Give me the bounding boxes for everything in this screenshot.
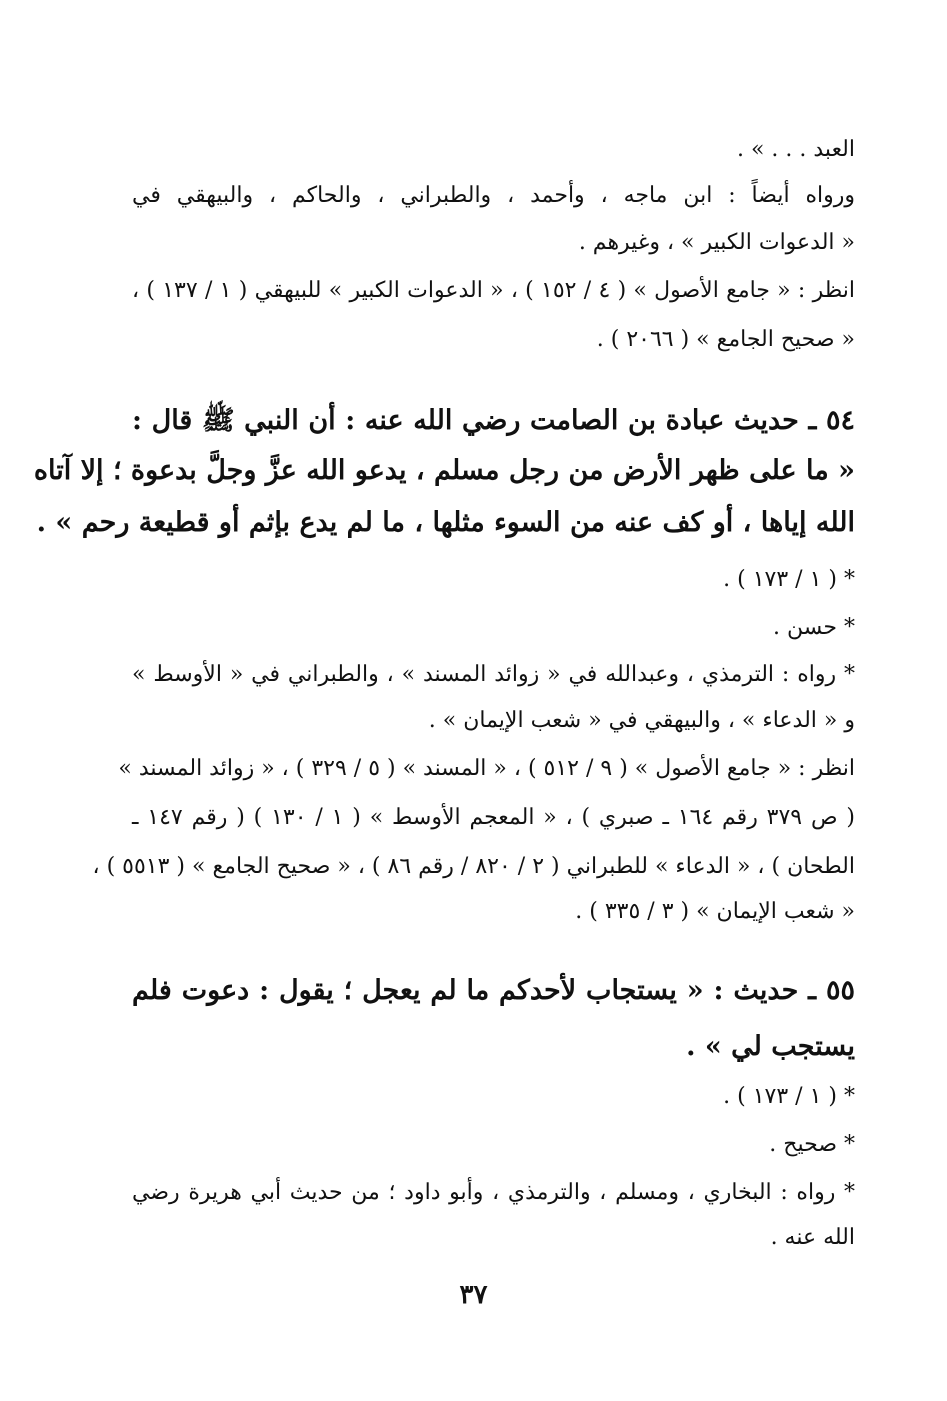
grade-line: * حسن . <box>773 615 855 640</box>
text-line: « صحيح الجامع » ( ٢٠٦٦ ) . <box>596 327 855 352</box>
text-line: ورواه أيضاً : ابن ماجه ، وأحمد ، والطبراني ، والحاكم ، والبيهقي في <box>132 183 855 208</box>
text-line: « الدعوات الكبير » ، وغيرهم . <box>578 230 855 255</box>
text-line: الله عنه . <box>770 1225 855 1250</box>
text-line: ( ص ٣٧٩ رقم ١٦٤ ـ صبري ) ، « المعجم الأوسط » ( ١ / ١٣٠ ) ( رقم ١٤٧ ـ <box>132 805 855 830</box>
hadith-text-line: الله إياها ، أو كف عنه من السوء مثلها ، ما لم يدع بإثم أو قطيعة رحم » . <box>36 507 855 538</box>
text-line: * رواه : الترمذي ، وعبدالله في « زوائد المسند » ، والطبراني في « الأوسط » <box>132 662 855 687</box>
text-line: انظر : « جامع الأصول » ( ٩ / ٥١٢ ) ، « المسند » ( ٥ / ٣٢٩ ) ، « زوائد المسند » <box>118 756 855 781</box>
hadith-text-line: يستجب لي » . <box>686 1031 855 1062</box>
text-line: الطحان ) ، « الدعاء » للطبراني ( ٢ / ٨٢٠ / رقم ٨٦ ) ، « صحيح الجامع » ( ٥٥١٣ ) ، <box>92 854 855 879</box>
reference-line: * ( ١ / ١٧٣ ) . <box>723 1084 855 1109</box>
grade-line: * صحيح . <box>769 1132 855 1157</box>
hadith-heading-55: ٥٥ ـ حديث : « يستجاب لأحدكم ما لم يعجل ؛ يقول : دعوت فلم <box>132 975 855 1006</box>
hadith-text-line: « ما على ظهر الأرض من رجل مسلم ، يدعو الله عزَّ وجلَّ بدعوة ؛ إلا آتاه <box>33 455 855 486</box>
text-line: العبد . . . » . <box>736 137 855 162</box>
hadith-heading-54: ٥٤ ـ حديث عبادة بن الصامت رضي الله عنه : أن النبي ﷺ قال : <box>132 405 855 436</box>
text-line: * رواه : البخاري ، ومسلم ، والترمذي ، وأبو داود ؛ من حديث أبي هريرة رضي <box>132 1180 855 1205</box>
text-line: و « الدعاء » ، والبيهقي في « شعب الإيمان » . <box>428 708 855 733</box>
reference-line: * ( ١ / ١٧٣ ) . <box>723 567 855 592</box>
text-line: انظر : « جامع الأصول » ( ٤ / ١٥٢ ) ، « الدعوات الكبير » للبيهقي ( ١ / ١٣٧ ) ، <box>132 278 856 303</box>
page-number: ٣٧ <box>459 1280 488 1310</box>
text-line: « شعب الإيمان » ( ٣ / ٣٣٥ ) . <box>575 899 855 924</box>
